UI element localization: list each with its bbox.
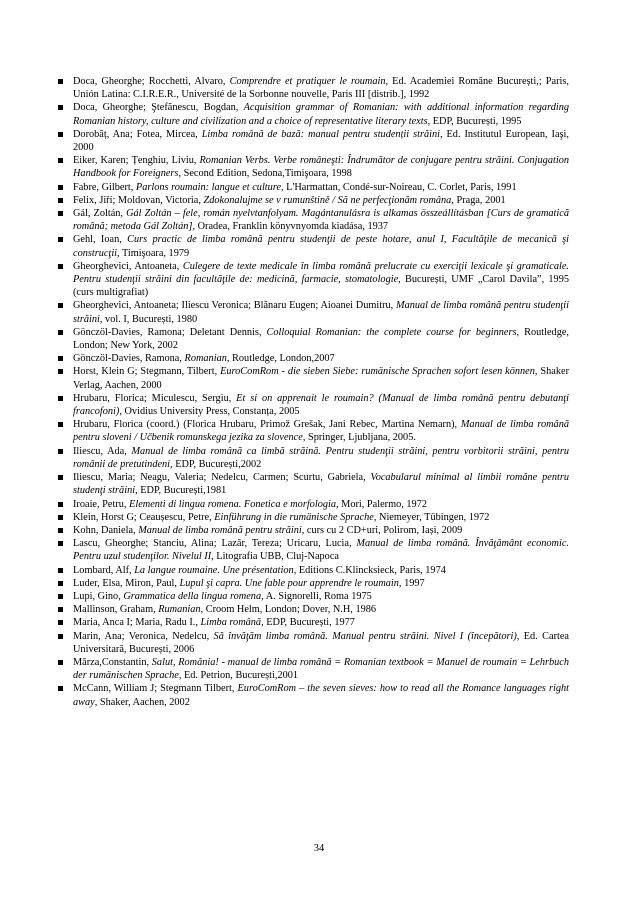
entry-text: , București, UMF „Carol Davila”, 1995 (curs multigrafiat) — [73, 274, 569, 299]
bullet-square-icon — [58, 607, 63, 612]
entry-title-text: Manual de limba română pentru străini — [138, 524, 302, 536]
entry-text: , EDP, București, 1977 — [261, 617, 355, 629]
entry-text: , Shaker Verlag, Aachen, 2000 — [73, 366, 570, 391]
entry-title-text: Romanian — [184, 353, 227, 365]
entry-text: , vol. I, București, 1980 — [99, 313, 198, 325]
entry-text: , Ovidius University Press, Constanța, 2005 — [119, 406, 300, 418]
bibliography-list — [56, 75, 569, 709]
entry-text: , Ed. Cartea Universitară, București, 2006 — [73, 630, 570, 655]
entry-text: Marin, Ana; Veronica, Nedelcu, — [73, 630, 214, 642]
bullet-square-icon — [58, 660, 63, 665]
entry-text: EDP, București, 1995 — [430, 115, 522, 127]
entry-text: Gál, Zoltán, — [73, 208, 127, 220]
entry-text: 1997 — [401, 577, 425, 589]
entry-title-text: Et si on apprenait le roumain? (Manual de limba română pentru debutanţi francofoni) — [73, 392, 569, 418]
entry-title-text: Gál Zoltán – fele, román nyelvtanfolyam. Magántanulásra is alkamas összeállításban [Curs de gramatică română; metoda Gál Zoltán] — [73, 208, 570, 233]
entry-text: Mârza,Constantin, — [73, 656, 152, 668]
bullet-square-icon — [58, 620, 63, 625]
bullet-square-icon — [58, 686, 63, 691]
bibliography-entry — [56, 101, 569, 127]
bibliography-entry — [56, 233, 569, 259]
entry-title-text: EuroComRom - die sieben Siebe: rumänische Sprachen sofort lesen können — [220, 366, 535, 378]
bibliography-entry — [56, 471, 569, 497]
bullet-square-icon — [58, 264, 63, 269]
bibliography-entry — [56, 616, 569, 629]
bullet-square-icon — [58, 502, 63, 507]
entry-title-text: EuroComRom – the seven sieves: how to read all the Romance languages right away — [73, 683, 569, 708]
entry-text: , curs cu 2 CD+uri, Polirom, Iași, 2009 — [301, 524, 463, 536]
entry-title-text: Grammatica della lingua romena — [123, 590, 262, 602]
entry-text: , Ed. Academiei Române București,; Paris, Unión Latina: C.I.R.E.R., Université de la Sorbonne nouvelle, Paris III [distrib.], 1992 — [73, 76, 569, 101]
entry-text: Gheorghevici, Antoaneta, — [73, 260, 183, 272]
bibliography-entry — [56, 418, 569, 444]
bullet-square-icon — [58, 449, 63, 454]
bibliography-entry — [56, 682, 569, 708]
bullet-square-icon — [58, 356, 63, 361]
bullet-square-icon — [58, 105, 63, 110]
bullet-square-icon — [58, 303, 63, 308]
entry-text: , EDP, București,2002 — [170, 458, 262, 470]
entry-title-text: Einführung in die rumänische Sprache — [214, 511, 374, 523]
entry-text: Hrubaru, Florica (coord.) (Florica Hrubaru, Primož Grešak, Jani Rebec, Martina Nemarn), — [73, 419, 461, 431]
bibliography-entry — [56, 537, 569, 563]
bibliography-entry — [56, 352, 569, 365]
bullet-square-icon — [58, 475, 63, 480]
bibliography-entry — [56, 630, 569, 656]
bullet-square-icon — [58, 594, 63, 599]
entry-text: L'Harmattan, Condé-sur-Noireau, C. Corlet, Paris, 1991 — [286, 181, 517, 193]
bibliography-entry — [56, 524, 569, 537]
entry-text: , Timişoara, 1979 — [117, 247, 190, 259]
bullet-square-icon — [58, 158, 63, 163]
entry-title-text: Curs practic de limba română pentru studenţii de peste hotare, anul I, Facultăţile de mecanică şi construcţii — [73, 234, 570, 259]
entry-title-text: Comprendre et pratiquer le roumain — [229, 76, 386, 87]
entry-title-text: Limba română — [200, 617, 262, 629]
bullet-square-icon — [58, 396, 63, 401]
entry-text: Iroaie, Petru, — [73, 498, 130, 510]
entry-text: Mallinson, Graham, — [73, 604, 159, 616]
entry-text: Horst, Klein G; Stegmann, Tilbert, — [73, 366, 221, 378]
bibliography-entry — [56, 365, 569, 391]
bibliography-entry — [56, 207, 569, 233]
bullet-square-icon — [58, 581, 63, 586]
entry-text: , Oradea, Franklin könyvnyomda kiadása, 1937 — [192, 221, 389, 233]
bullet-square-icon — [58, 79, 63, 84]
entry-title-text: Manual de limba română pentru sloveni / Učbenik romunskega jezika za slovence — [73, 419, 569, 444]
entry-title-text: Salut, România! - manual de limba română = Romanian textbook = Manuel de roumain = Lehrbuch der rumänischen Sprache — [73, 656, 570, 682]
bibliography-entry — [56, 590, 569, 603]
bullet-square-icon — [58, 541, 63, 546]
page-number: 34 — [313, 843, 325, 854]
entry-title-text: Acquisition grammar of Romanian: with additional information regarding Romanian history, culture and civilization and a choice of representative literary texts, — [73, 102, 569, 127]
bullet-square-icon — [58, 515, 63, 520]
entry-text: Editions C.Klincksieck, Paris, 1974 — [296, 564, 446, 576]
bibliography-entry — [56, 260, 569, 300]
bullet-square-icon — [58, 634, 63, 639]
entry-title-text: Vocabularul minimal al limbii române pentru studenţi străini — [73, 472, 569, 497]
entry-text: , Mori, Palermo, 1972 — [336, 498, 427, 510]
bullet-square-icon — [58, 185, 63, 190]
entry-text: Gönczöl-Davies, Ramona; Deletant Dennis, — [73, 326, 267, 338]
bullet-square-icon — [58, 132, 63, 137]
entry-title-text: Să învăţăm limba română. Manual pentru străini. Nivel I (începători) — [213, 630, 517, 642]
bullet-square-icon — [58, 422, 63, 427]
entry-text: , Second Edition, Sedona,Timişoara, 1998 — [178, 168, 352, 180]
bibliography-entry — [56, 75, 569, 101]
entry-title-text: Manual de limba română ca limbă străină. Pentru studenţii străini, pentru vorbitorii străini, pentru românii de pretutindeni — [73, 445, 569, 470]
bullet-square-icon — [58, 198, 63, 203]
entry-title-text: La langue roumaine. Une présentation, — [134, 564, 297, 576]
entry-text: , Praga, 2001 — [451, 194, 506, 206]
bibliography-entry — [56, 326, 569, 352]
entry-text: Ed. Institutul European, Iaşi, 2000 — [73, 128, 569, 154]
entry-title-text: Parlons roumain: langue et culture, — [135, 181, 287, 193]
entry-title-text: Zdokonalujme se v rumunštině / Să ne perfecţionăm româna — [203, 194, 452, 206]
entry-text: Eiker, Karen; Țenghiu, Liviu, — [73, 155, 200, 167]
bullet-square-icon — [58, 330, 63, 335]
entry-title-text: Rumanian — [158, 604, 201, 616]
entry-text: Iliescu, Ada, — [73, 445, 132, 457]
bullet-square-icon — [58, 369, 63, 374]
entry-text: Maria, Anca I; Maria, Radu I., — [73, 617, 201, 629]
entry-text: , Routledge, London; New York, 2002 — [73, 326, 569, 352]
entry-text: , Shaker, Aachen, 2002 — [94, 696, 190, 708]
entry-text: , Croom Helm, London; Dover, N.H, 1986 — [200, 604, 377, 616]
entry-text: , Routledge, London,2007 — [226, 353, 335, 365]
bullet-square-icon — [58, 568, 63, 573]
bibliography-entry — [56, 299, 569, 325]
bullet-square-icon — [58, 211, 63, 216]
entry-text: Lupi, Gino, — [73, 590, 124, 602]
entry-text: , A. Signorelli, Roma 1975 — [261, 590, 372, 602]
bibliography-entry — [56, 577, 569, 590]
entry-text: Lombard, Alf, — [73, 564, 135, 576]
entry-text: , Litografia UBB, Cluj-Napoca — [211, 551, 339, 563]
entry-text: Felix, Jiří; Moldovan, Victoria, — [73, 194, 204, 206]
entry-title-text: Culegere de texte medicale în limba română prelucrate cu exerciţii lexicale şi gramaticale. Pentru studenţii străini din facultăţile de: medicină, farmacie, stomatologie — [73, 260, 569, 286]
bibliography-entry — [56, 511, 569, 524]
entry-text: Kohn, Daniela, — [73, 524, 139, 536]
bibliography-entry — [56, 498, 569, 511]
entry-title-text: Colloquial Romanian: the complete course for beginners — [266, 326, 517, 338]
bibliography-entry — [56, 194, 569, 207]
entry-text: Lascu, Gheorghe; Stanciu, Alina; Lazăr, Tereza; Uricaru, Lucia, — [73, 538, 357, 550]
entry-text: , Springer, Ljubljana, 2005. — [302, 432, 416, 444]
entry-text: , EDP, București,1981 — [135, 485, 227, 497]
bibliography-entry — [56, 656, 569, 682]
bibliography-entry — [56, 603, 569, 616]
entry-title-text: Manual de limba română pentru studenţii străini — [73, 300, 569, 325]
entry-text: Dorobăț, Ana; Fotea, Mircea, — [73, 128, 202, 140]
entry-text: , Ed. Petrion, București,2001 — [178, 670, 299, 682]
bibliography-entry — [56, 128, 569, 154]
entry-text: , Niemeyer, Tübingen, 1972 — [373, 511, 490, 523]
bullet-square-icon — [58, 528, 63, 533]
bibliography-entry — [56, 564, 569, 577]
entry-text: Hrubaru, Florica; Miculescu, Sergiu, — [73, 392, 237, 404]
entry-title-text: Romanian Verbs. Verbe româneşti: Îndrumător de conjugare pentru străini. Conjugation Handbook for Foreigners — [73, 155, 569, 180]
entry-title-text: Limba română de bază: manual pentru studenții străini, — [201, 128, 443, 140]
bibliography-entry — [56, 154, 569, 180]
entry-text: Gönczöl-Davies, Ramona, — [73, 353, 185, 365]
entry-text: Doca, Gheorghe; Rocchetti, Alvaro, — [73, 76, 230, 87]
entry-title-text: Lupul şi capra. Une fable pour apprendre le roumain, — [179, 577, 402, 589]
entry-text: Doca, Gheorghe; Ştefănescu, Bogdan, — [73, 102, 244, 114]
entry-text: Iliescu, Maria; Neagu, Valeria; Nedelcu, Carmen; Scurtu, Gabriela, — [73, 472, 371, 484]
entry-text: McCann, William J; Stegmann Tilbert, — [73, 683, 238, 695]
entry-title-text: Manual de limba română. Învăţământ economic. Pentru uzul studenţilor. Nivelul II — [73, 538, 569, 563]
bibliography-entry — [56, 392, 569, 418]
entry-text: Gheorghevici, Antoaneta; Iliescu Veronica; Blănaru Eugen; Aioanei Dumitru, — [73, 300, 397, 312]
entry-title-text: Elementi di lingua romena. Fonetica e morfologia — [129, 498, 337, 510]
entry-text: Klein, Horst G; Ceaușescu, Petre, — [73, 511, 215, 523]
bullet-square-icon — [58, 237, 63, 242]
bibliography-entry — [56, 445, 569, 471]
entry-text: Luder, Elsa, Miron, Paul, — [73, 577, 180, 589]
entry-text: Gehl, Ioan, — [73, 234, 128, 246]
entry-text: Fabre, Gilbert, — [73, 181, 136, 193]
bibliography-entry — [56, 181, 569, 194]
